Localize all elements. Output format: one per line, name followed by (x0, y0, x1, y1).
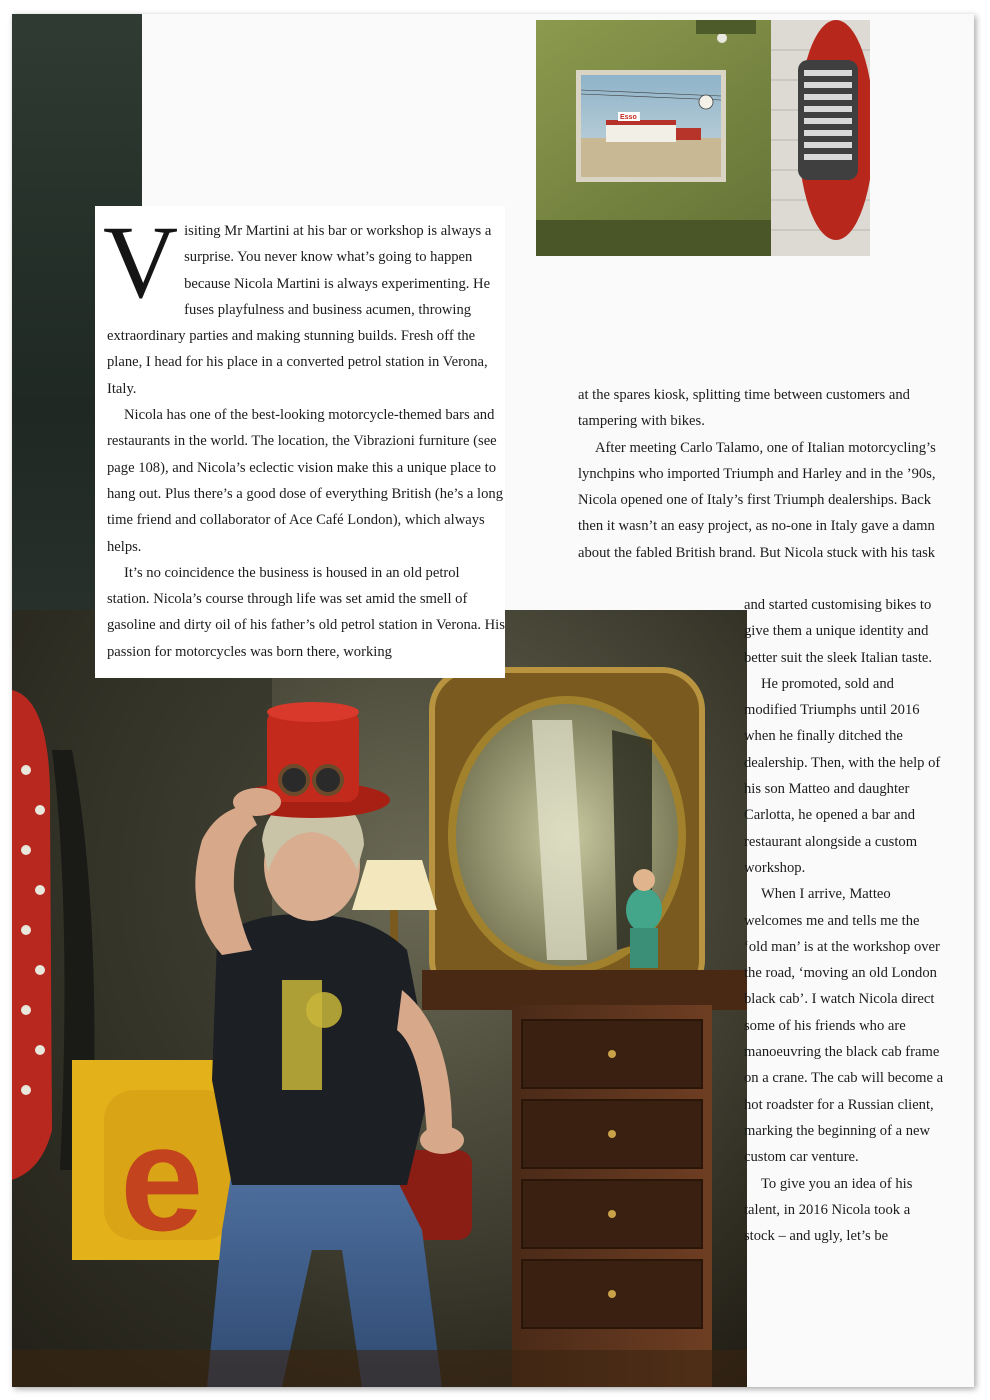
col3-paragraph-2: He promoted, sold and modified Triumphs until 2016 when he finally ditched the dealership. Then, with the help of his son Matteo and daughter Carlotta, he opened a bar and restaurant alongside a custom workshop. (744, 675, 941, 876)
intro-paragraph-1 (103, 205, 505, 402)
column-two (578, 382, 938, 566)
col3-paragraph-4: To give you an idea of his talent, in 2016 Nicola took a stock – and ugly, let’s be (744, 1175, 913, 1245)
intro-text (95, 206, 505, 665)
col2-continued-paragraph: at the spares kiosk, splitting time between customers and tampering with bikes. (578, 387, 910, 430)
col3-paragraph-3: When I arrive, Matteo welcomes me and tells me the ‘old man’ is at the workshop over the road, ‘moving an old London black cab’. I watch Nicola direct some of his friends who are manoeuvring the black cab frame on a crane. The cab will become a hot roadster for a Russian client, marking the beginning of a new custom car venture. (744, 886, 944, 1166)
workshop-wall-photo (536, 20, 870, 256)
drop-cap-letter: V (103, 205, 179, 320)
magazine-page (12, 14, 974, 1387)
intro-text-box (95, 206, 505, 678)
portrait-illustration (12, 610, 747, 1387)
esso-sign-text: Esso (620, 114, 637, 121)
column-three (744, 592, 944, 1249)
col2-paragraph-2: After meeting Carlo Talamo, one of Italian motorcycling’s lynchpins who imported Triumph and Harley and in the ’90s, Nicola opened one of Italy’s first Triumph dealerships. Back then it wasn’t an easy project, as no-one in Italy gave a damn about the fabled British brand. But Nicola stuck with his task (578, 439, 936, 561)
intro-paragraph-3: It’s no coincidence the business is housed in an old petrol station. Nicola’s course through life was set amid the smell of gasoline and dirty oil of his father’s old petrol station in Verona. His passion for motorcycles was born there, working (107, 564, 505, 660)
intro-paragraph-1-text: isiting Mr Martini at his bar or workshop is always a surprise. You never know what’s going to happen because Nicola Martini is always experimenting. He fuses playfulness and business acumen, throwing extraordinary parties and making stunning builds. Fresh off the plane, I head for his place in a converted petrol station in Verona, Italy. (107, 223, 492, 397)
intro-paragraph-2: Nicola has one of the best-looking motorcycle-themed bars and restaurants in the world. The location, the Vibrazioni furniture (see page 108), and Nicola’s eclectic vision make this a unique place to hang out. Plus there’s a good dose of everything British (he’s a long time friend and collaborator of Ace Café London), which always helps. (107, 407, 503, 555)
nicola-martini-portrait-photo (12, 610, 747, 1387)
sign-letter-e: e (120, 1094, 204, 1262)
col3-continued-paragraph: and started customising bikes to give them a unique identity and better suit the sleek Italian taste. (744, 597, 933, 666)
workshop-wall-illustration (536, 20, 870, 256)
